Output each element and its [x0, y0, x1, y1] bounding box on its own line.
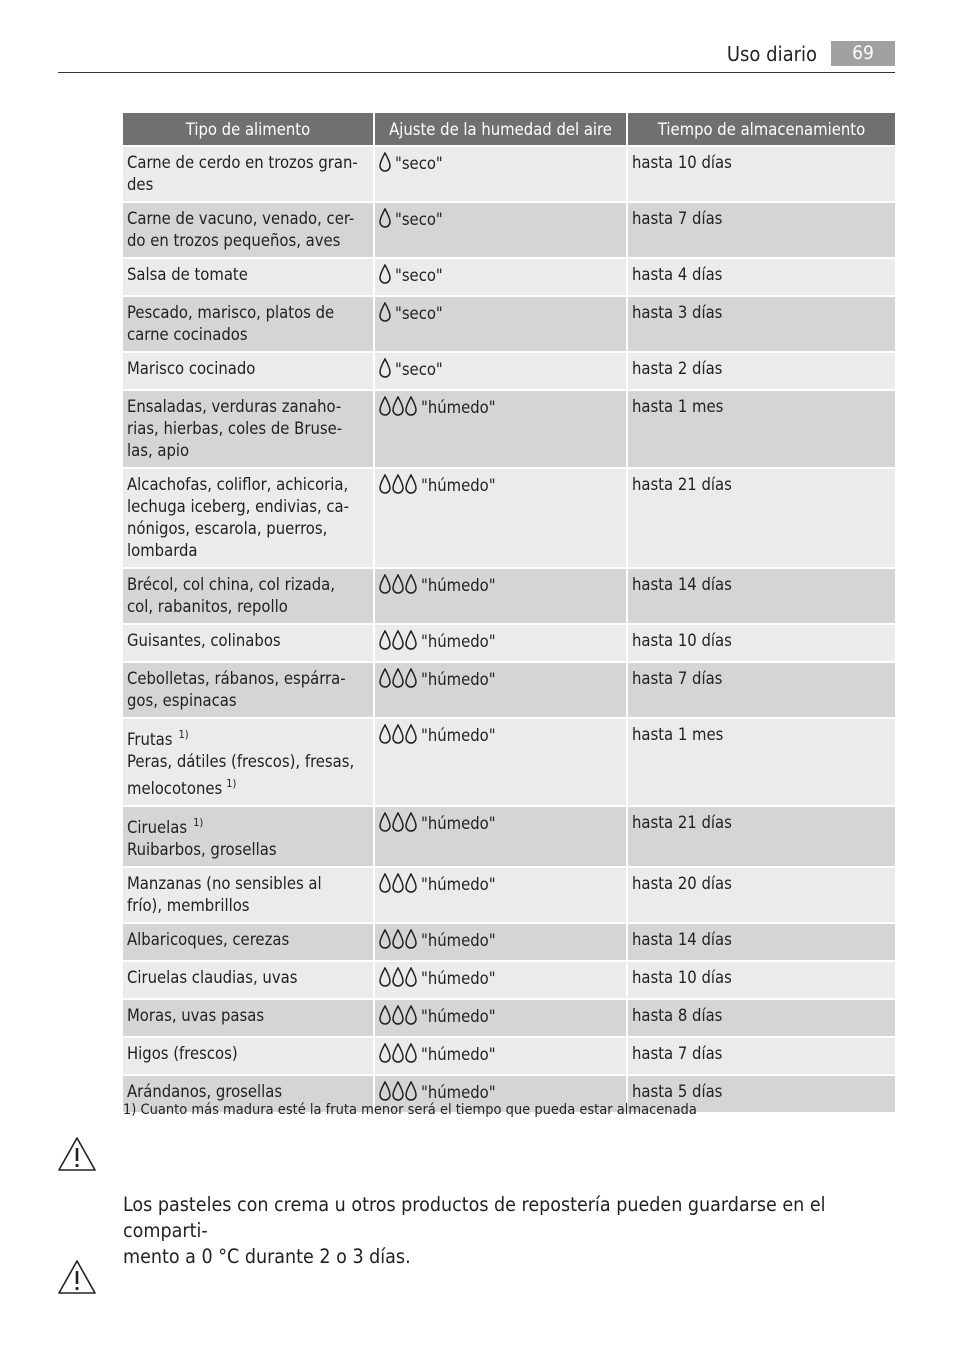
- humidity-drops: [379, 873, 418, 899]
- humidity-label: "húmedo": [421, 814, 496, 833]
- cake-storage-text: Los pasteles con crema u otros productos de repostería pueden guardarse en el comparti- mento a 0 °C durante 2 o 3 días.: [123, 1193, 826, 1268]
- water-drop-icon: [392, 396, 404, 416]
- humidity-label: "húmedo": [421, 476, 496, 495]
- storage-time-cell: hasta 21 días: [628, 807, 895, 866]
- table-row: [123, 1038, 895, 1074]
- water-drop-icon: [405, 929, 417, 949]
- food-type-cell: [123, 663, 373, 717]
- storage-time-cell: hasta 8 días: [628, 1000, 895, 1036]
- storage-time-cell: hasta 21 días: [628, 469, 895, 567]
- food-type-cell: [123, 569, 373, 623]
- humidity-label: "seco": [395, 210, 443, 229]
- food-type-cell: [123, 962, 373, 998]
- water-drop-icon: [405, 967, 417, 987]
- water-drop-icon: [392, 812, 404, 832]
- humidity-cell: [375, 353, 626, 389]
- table-row: [123, 962, 895, 998]
- water-drop-icon: [379, 1005, 391, 1025]
- humidity-drops: [379, 929, 418, 955]
- humidity-label: "seco": [395, 154, 443, 173]
- humidity-label: "húmedo": [421, 398, 496, 417]
- water-drop-icon: [405, 630, 417, 650]
- table-row: [123, 625, 895, 661]
- humidity-label: "húmedo": [421, 875, 496, 894]
- water-drop-icon: [405, 724, 417, 744]
- humidity-drops: [379, 630, 418, 656]
- water-drop-icon: [379, 967, 391, 987]
- humidity-drops: [379, 724, 418, 750]
- humidity-drops: [379, 264, 392, 290]
- food-type-text: Carne de cerdo en trozos gran- des: [127, 153, 358, 194]
- food-type-text: zanaho- rias, hierbas, coles de Bruse- las, apio: [127, 397, 343, 460]
- table-row: [123, 391, 895, 467]
- water-drop-icon: [392, 668, 404, 688]
- water-drop-icon: [392, 574, 404, 594]
- humidity-cell: [375, 259, 626, 295]
- table-row: [123, 147, 895, 201]
- food-type-text: Albaricoques, cerezas: [127, 930, 290, 949]
- food-type-text: Ruibarbos, grosellas: [127, 840, 277, 859]
- food-type-cell: [123, 353, 373, 389]
- humidity-label: "húmedo": [421, 1007, 496, 1026]
- food-type-text: Pescado, marisco, platos de carne cocinados: [127, 303, 335, 344]
- page-number: 69: [831, 41, 895, 66]
- water-drop-icon: [379, 208, 391, 228]
- storage-time-cell: hasta 20 días: [628, 868, 895, 922]
- water-drop-icon: [379, 358, 391, 378]
- food-type-cell: [123, 259, 373, 295]
- humidity-drops: [379, 152, 392, 178]
- water-drop-icon: [392, 1005, 404, 1025]
- storage-time-cell: hasta 10 días: [628, 147, 895, 201]
- humidity-drops: [379, 396, 418, 422]
- food-type-text: Brécol, col china, col rizada, col, rabanitos, repollo: [127, 575, 335, 616]
- humidity-label: "húmedo": [421, 1045, 496, 1064]
- water-drop-icon: [392, 1081, 404, 1101]
- food-type-text: Guisantes, colinabos: [127, 631, 281, 650]
- humidity-label: "seco": [395, 304, 443, 323]
- humidity-drops: [379, 1005, 418, 1031]
- food-type-cell: [123, 924, 373, 960]
- humidity-drops: [379, 1043, 418, 1069]
- humidity-drops: [379, 302, 392, 328]
- water-drop-icon: [379, 264, 391, 284]
- storage-time-cell: hasta 14 días: [628, 569, 895, 623]
- water-drop-icon: [405, 474, 417, 494]
- food-group-title: Frutas: [127, 730, 173, 749]
- food-type-text: Peras, dátiles (frescos), fresas, melocotones: [127, 752, 355, 798]
- humidity-cell: [375, 625, 626, 661]
- humidity-drops: [379, 358, 392, 384]
- storage-time-cell: hasta 7 días: [628, 203, 895, 257]
- water-drop-icon: [405, 668, 417, 688]
- humidity-cell: [375, 663, 626, 717]
- footnote-ref: 1): [226, 777, 237, 790]
- water-drop-icon: [405, 812, 417, 832]
- table-row: [123, 868, 895, 922]
- humidity-cell: [375, 391, 626, 467]
- water-drop-icon: [379, 929, 391, 949]
- water-drop-icon: [379, 396, 391, 416]
- water-drop-icon: [379, 724, 391, 744]
- humidity-cell: [375, 1000, 626, 1036]
- footnote: 1) Cuanto más madura esté la fruta menor será el tiempo que pueda estar almacenada: [123, 1102, 697, 1118]
- water-drop-icon: [405, 396, 417, 416]
- humidity-label: "húmedo": [421, 632, 496, 651]
- humidity-cell: [375, 203, 626, 257]
- header-storage-time: Tiempo de almacenamiento: [628, 113, 895, 145]
- table-row: [123, 469, 895, 567]
- food-type-text: Carne de vacuno, venado, cer- do en trozos pequeños, aves: [127, 209, 355, 250]
- storage-time-cell: hasta 7 días: [628, 663, 895, 717]
- food-type-cell: [123, 203, 373, 257]
- food-group-title: Ciruelas: [127, 818, 188, 837]
- food-type-cell: [123, 719, 373, 805]
- humidity-label: "húmedo": [421, 726, 496, 745]
- food-type-cell: [123, 868, 373, 922]
- storage-time-cell: hasta 2 días: [628, 353, 895, 389]
- humidity-label: "húmedo": [421, 969, 496, 988]
- footnote-ref: 1): [193, 816, 204, 829]
- water-drop-icon: [392, 967, 404, 987]
- humidity-cell: [375, 807, 626, 866]
- water-drop-icon: [379, 302, 391, 322]
- food-type-cell: [123, 1000, 373, 1036]
- storage-time-cell: hasta 7 días: [628, 1038, 895, 1074]
- humidity-cell: [375, 924, 626, 960]
- water-drop-icon: [392, 474, 404, 494]
- humidity-drops: [379, 574, 418, 600]
- header-food-type: Tipo de alimento: [123, 113, 373, 145]
- cake-storage-note: [123, 1192, 903, 1270]
- humidity-drops: [379, 967, 418, 993]
- table-row: [123, 1000, 895, 1036]
- water-drop-icon: [405, 574, 417, 594]
- water-drop-icon: [379, 668, 391, 688]
- food-type-cell: [123, 391, 373, 467]
- storage-time-cell: hasta 1 mes: [628, 719, 895, 805]
- water-drop-icon: [392, 630, 404, 650]
- food-type-text: Manzanas (no sensibles al frío), membrillos: [127, 874, 322, 915]
- water-drop-icon: [379, 1081, 391, 1101]
- humidity-drops: [379, 474, 418, 500]
- humidity-label: "seco": [395, 360, 443, 379]
- storage-table: [121, 111, 897, 1114]
- water-drop-icon: [379, 873, 391, 893]
- storage-time-cell: hasta 10 días: [628, 625, 895, 661]
- water-drop-icon: [379, 574, 391, 594]
- storage-time-cell: hasta 1 mes: [628, 391, 895, 467]
- warning-triangle-icon: [57, 1136, 97, 1172]
- page-header: [58, 40, 895, 73]
- water-drop-icon: [405, 873, 417, 893]
- storage-time-cell: hasta 3 días: [628, 297, 895, 351]
- water-drop-icon: [405, 1043, 417, 1063]
- humidity-cell: [375, 719, 626, 805]
- table-row: [123, 924, 895, 960]
- table-row: [123, 569, 895, 623]
- water-drop-icon: [392, 724, 404, 744]
- food-type-cell: [123, 807, 373, 866]
- humidity-drops: [379, 812, 418, 838]
- table-header-row: [123, 113, 895, 145]
- humidity-cell: [375, 297, 626, 351]
- table-row: [123, 807, 895, 866]
- humidity-cell: [375, 569, 626, 623]
- food-type-cell: [123, 297, 373, 351]
- water-drop-icon: [379, 630, 391, 650]
- water-drop-icon: [392, 873, 404, 893]
- food-type-text: Ciruelas claudias, uvas: [127, 968, 298, 987]
- water-drop-icon: [379, 474, 391, 494]
- food-type-text: Higos (frescos): [127, 1044, 238, 1063]
- storage-time-cell: hasta 10 días: [628, 962, 895, 998]
- humidity-cell: [375, 962, 626, 998]
- food-type-text: Arándanos, grosellas: [127, 1082, 283, 1101]
- humidity-drops: [379, 668, 418, 694]
- humidity-label: "húmedo": [421, 576, 496, 595]
- storage-time-cell: hasta 14 días: [628, 924, 895, 960]
- warning-triangle-icon: [57, 1259, 97, 1295]
- humidity-drops: [379, 208, 392, 234]
- humidity-cell: [375, 147, 626, 201]
- water-drop-icon: [405, 1081, 417, 1101]
- section-title: Uso diario: [726, 42, 817, 66]
- humidity-label: "seco": [395, 266, 443, 285]
- humidity-cell: [375, 1038, 626, 1074]
- food-type-cell: [123, 147, 373, 201]
- water-drop-icon: [405, 1005, 417, 1025]
- food-type-text: Moras, uvas pasas: [127, 1006, 265, 1025]
- humidity-label: "húmedo": [421, 670, 496, 689]
- food-type-cell: [123, 469, 373, 567]
- water-drop-icon: [379, 812, 391, 832]
- table-row: [123, 353, 895, 389]
- water-drop-icon: [379, 1043, 391, 1063]
- water-drop-icon: [392, 929, 404, 949]
- food-type-text: Alcachofas, coliflor, achicoria, lechuga iceberg, endivias, ca- nónigos, escarola, puerros, lombarda: [127, 475, 350, 560]
- table-row: [123, 259, 895, 295]
- table-row: [123, 719, 895, 805]
- humidity-cell: [375, 868, 626, 922]
- water-drop-icon: [379, 152, 391, 172]
- humidity-label: "húmedo": [421, 1083, 496, 1102]
- table-row: [123, 203, 895, 257]
- water-drop-icon: [392, 1043, 404, 1063]
- food-type-cell: [123, 625, 373, 661]
- footnote-ref: 1): [178, 728, 189, 741]
- header-humidity: Ajuste de la humedad del aire: [375, 113, 626, 145]
- food-type-text: Salsa de tomate: [127, 265, 248, 284]
- food-type-cell: [123, 1038, 373, 1074]
- humidity-cell: [375, 469, 626, 567]
- food-group-title: Ensaladas, verduras: [127, 397, 278, 416]
- table-row: [123, 297, 895, 351]
- storage-time-cell: hasta 4 días: [628, 259, 895, 295]
- food-type-text: Marisco cocinado: [127, 359, 256, 378]
- table-row: [123, 663, 895, 717]
- humidity-label: "húmedo": [421, 931, 496, 950]
- storage-time-cell: hasta 5 días: [628, 1076, 895, 1112]
- food-type-text: Cebolletas, rábanos, espárra- gos, espinacas: [127, 669, 346, 710]
